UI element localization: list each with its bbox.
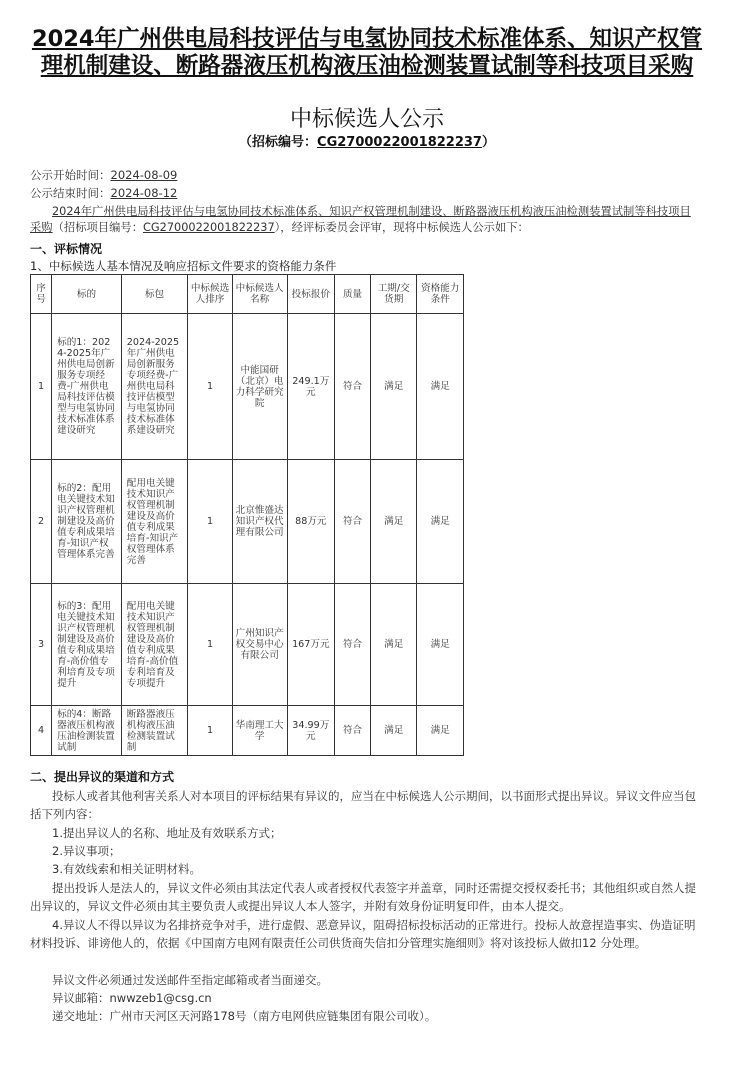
publish-start <box>30 167 177 183</box>
cell-quality: 符合 <box>335 706 371 756</box>
objection-signature-rule: 提出投诉人是法人的，异议文件必须由其法定代表人或者授权代表签字并盖章，同时还需提交授权委托书；其他组织或自然人提出异议的，异议文件必须由其主要负责人或提出异议人本人签字，并附有效身份证明复印件，由本人提交。 <box>30 881 696 913</box>
cell-qualification: 满足 <box>417 314 464 460</box>
tender-code: CG2700022001822237 <box>317 135 482 150</box>
intro-paragraph <box>30 204 702 236</box>
cell-price: 249.1万元 <box>287 314 335 460</box>
code-close: ） <box>481 135 495 150</box>
table-row <box>31 460 464 584</box>
cell-qualification: 满足 <box>417 460 464 584</box>
col-header: 质量 <box>335 275 371 314</box>
cell-price: 88万元 <box>287 460 335 584</box>
table-row <box>31 314 464 460</box>
cell-name: 华南理工大学 <box>232 706 287 756</box>
cell-period: 满足 <box>371 314 417 460</box>
address-label: 递交地址： <box>52 1009 110 1023</box>
cell-package: 2024-2025年广州供电局创新服务专项经费-广州供电局科技评估模型与电氢协同技术标准体系建设研究 <box>121 314 188 460</box>
cell-qualification: 满足 <box>417 706 464 756</box>
cell-rank: 1 <box>188 584 232 706</box>
cell-no: 2 <box>31 460 52 584</box>
objection-address: 广州市天河区天河路178号（南方电网供应链集团有限公司收）。 <box>109 1009 437 1023</box>
cell-period: 满足 <box>371 460 417 584</box>
tender-code-line <box>0 131 734 150</box>
cell-subject: 标的2：配用电关键技术知识产权管理机制建设及高价值专利成果培育-知识产权管理体系完善 <box>52 460 122 584</box>
cell-rank: 1 <box>188 314 232 460</box>
col-header: 工期/交货期 <box>371 275 417 314</box>
intro-project: 2024年广州供电局科技评估与电氢协同技术标准体系、知识产权管理机制建设、断路器液压机构液压油检测装置试制等科技项目采购 <box>30 205 691 234</box>
cell-quality: 符合 <box>335 584 371 706</box>
cell-quality: 符合 <box>335 460 371 584</box>
objection-submit-method: 异议文件必须通过发送邮件至指定邮箱或者当面递交。 <box>52 973 328 987</box>
cell-quality: 符合 <box>335 314 371 460</box>
intro-mid: （招标项目编号： <box>52 221 143 234</box>
email-label: 异议邮箱： <box>52 991 110 1005</box>
publish-end <box>30 185 177 201</box>
col-header: 标的 <box>52 275 122 314</box>
objection-item-2: 2.异议事项； <box>52 844 121 858</box>
cell-no: 1 <box>31 314 52 460</box>
cell-no: 3 <box>31 584 52 706</box>
objection-warning: 4.异议人不得以异议为名排挤竞争对手，进行虚假、恶意异议，阻碍招标投标活动的正常进行。投标人故意捏造事实、伪造证明材料投诉、诽谤他人的，依据《中国南方电网有限责任公司供货商失信扣分管理实施细则》将对该投标人做扣12 分处理。 <box>30 918 696 950</box>
start-label: 公示开始时间： <box>30 168 111 182</box>
cell-no: 4 <box>31 706 52 756</box>
cell-name: 北京惟盛达知识产权代理有限公司 <box>232 460 287 584</box>
end-label: 公示结束时间： <box>30 186 111 200</box>
col-header: 标包 <box>121 275 188 314</box>
cell-price: 34.99万元 <box>287 706 335 756</box>
section-1-heading: 一、评标情况 <box>30 242 103 256</box>
col-header: 序号 <box>31 275 52 314</box>
cell-period: 满足 <box>371 584 417 706</box>
cell-name: 广州知识产权交易中心有限公司 <box>232 584 287 706</box>
candidates-table <box>30 274 464 756</box>
cell-rank: 1 <box>188 706 232 756</box>
page-title: 2024年广州供电局科技评估与电氢协同技术标准体系、知识产权管理机制建设、断路器液压机构液压油检测装置试制等科技项目采购 <box>31 26 703 79</box>
col-header: 投标报价 <box>287 275 335 314</box>
cell-qualification: 满足 <box>417 584 464 706</box>
cell-package: 断路器液压机构液压油检测装置试制 <box>121 706 188 756</box>
intro-end: ），经评标委员会评审，现将中标候选人公示如下： <box>274 221 529 234</box>
col-header: 中标候选人排序 <box>188 275 232 314</box>
objection-email: nwwzeb1@csg.cn <box>109 991 212 1005</box>
table-header-row <box>31 275 464 314</box>
cell-name: 中能国研（北京）电力科学研究院 <box>232 314 287 460</box>
end-date: 2024-08-12 <box>110 186 178 200</box>
section-2-heading: 二、提出异议的渠道和方式 <box>30 770 175 784</box>
section-1-subheading: 1、中标候选人基本情况及响应招标文件要求的资格能力条件 <box>30 259 337 273</box>
table-row <box>31 706 464 756</box>
table-row <box>31 584 464 706</box>
cell-package: 配用电关键技术知识产权管理机制建设及高价值专利成果培育-知识产权管理体系完善 <box>121 460 188 584</box>
objection-intro: 投标人或者其他利害关系人对本项目的评标结果有异议的，应当在中标候选人公示期间，以书面形式提出异议。异议文件应当包括下列内容： <box>30 789 696 821</box>
objection-item-3: 3.有效线索和相关证明材料。 <box>52 862 201 876</box>
intro-code: CG2700022001822237 <box>143 221 275 234</box>
objection-item-1: 1.提出异议人的名称、地址及有效联系方式； <box>52 826 282 840</box>
cell-rank: 1 <box>188 460 232 584</box>
col-header: 中标候选人名称 <box>232 275 287 314</box>
code-label: （招标编号： <box>239 135 318 150</box>
cell-subject: 标的3：配用电关键技术知识产权管理机制建设及高价值专利成果培育-高价值专利培育及专项提升 <box>52 584 122 706</box>
objection-email-line <box>52 990 212 1006</box>
cell-subject: 标的4：断路器液压机构液压油检测装置试制 <box>52 706 122 756</box>
cell-package: 配用电关键技术知识产权管理机制建设及高价值专利成果培育-高价值专利培育及专项提升 <box>121 584 188 706</box>
objection-address-line <box>52 1008 436 1024</box>
cell-price: 167万元 <box>287 584 335 706</box>
cell-subject: 标的1：2024-2025年广州供电局创新服务专项经费-广州供电局科技评估模型与电氢协同技术标准体系建设研究 <box>52 314 122 460</box>
page-subtitle: 中标候选人公示 <box>289 107 444 132</box>
col-header: 资格能力条件 <box>417 275 464 314</box>
start-date: 2024-08-09 <box>110 168 178 182</box>
cell-period: 满足 <box>371 706 417 756</box>
